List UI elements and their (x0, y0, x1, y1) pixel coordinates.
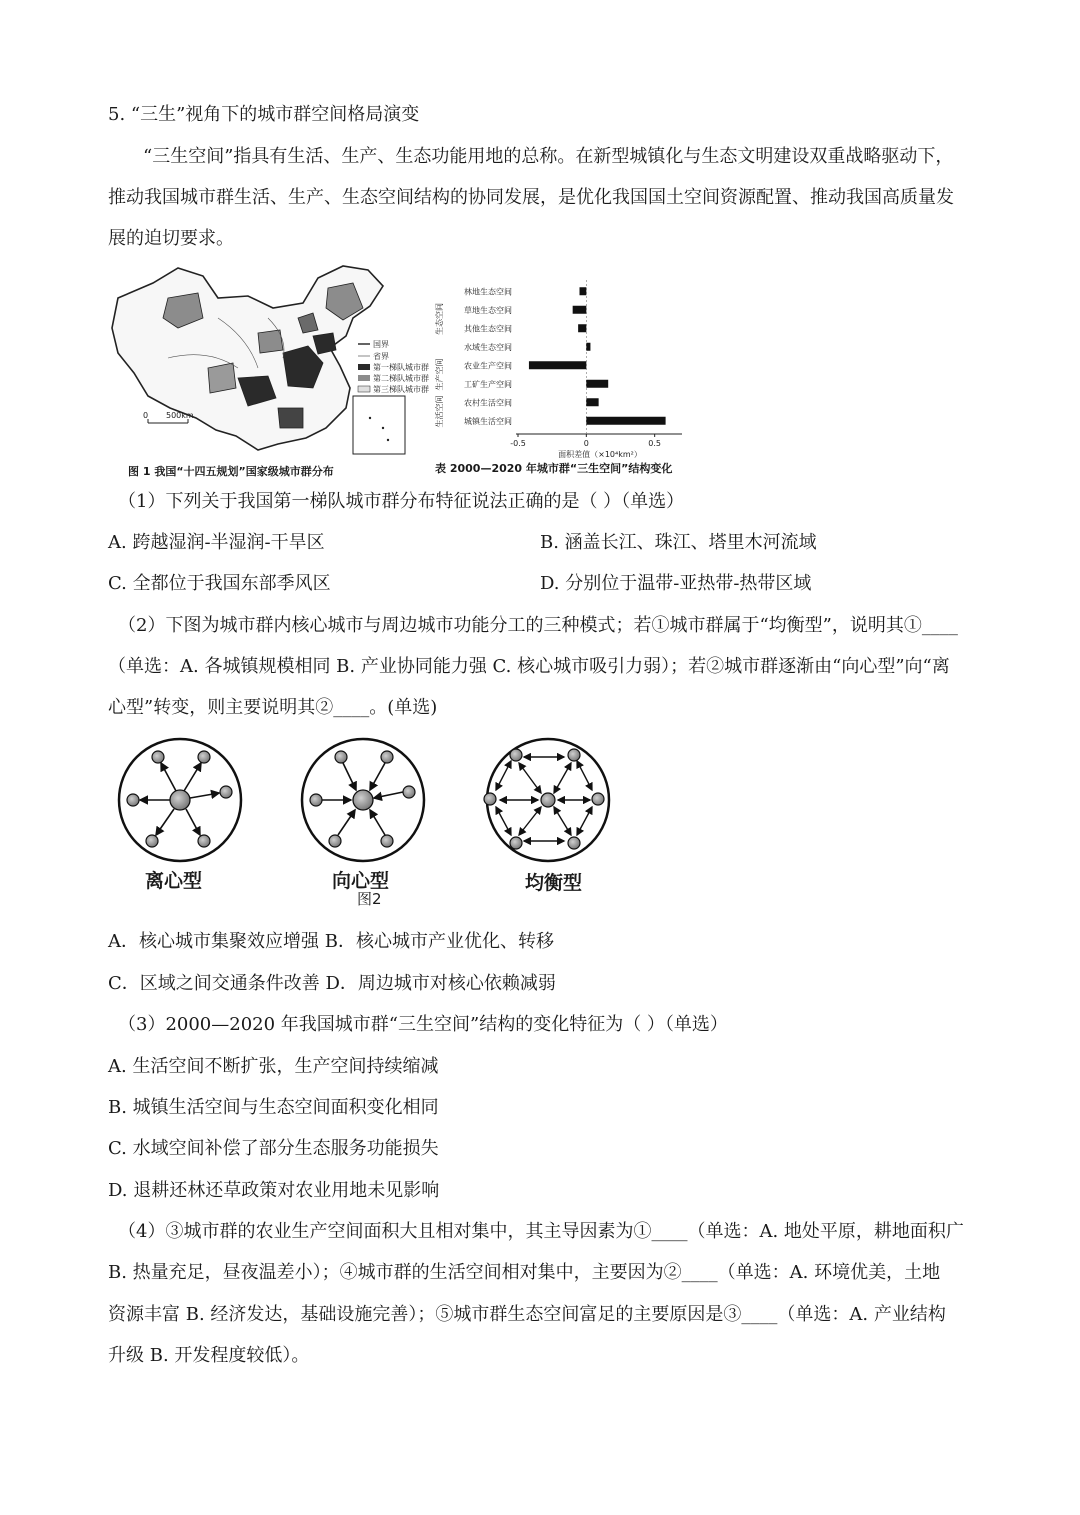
diagram-centrifugal (119, 739, 241, 861)
diagram-centripetal (302, 739, 424, 861)
diagram-balanced (484, 739, 609, 861)
q3-option-a: A. 生活空间不断扩张，生产空间持续缩减 (108, 1056, 439, 1077)
label-balanced: 均衡型 (525, 872, 583, 894)
bar (586, 380, 608, 388)
map-legend (358, 340, 429, 394)
china-map-figure (108, 258, 429, 460)
scale-bar (143, 411, 194, 423)
south-sea-inset (353, 396, 405, 454)
category-label: 工矿生产空间 (464, 379, 512, 389)
bar (580, 287, 587, 295)
intro-line-3: 展的迫切要求。 (108, 228, 234, 249)
x-tick-label: -0.5 (510, 439, 526, 448)
q2-line-3: 心型”转变，则主要说明其②____。(单选) (108, 697, 438, 718)
legend-tier2: 第二梯队城市群 (373, 374, 429, 383)
city-pattern-figure (110, 735, 630, 870)
legend-tier3: 第三梯队城市群 (373, 385, 429, 394)
scale-label: 500km (166, 411, 194, 420)
category-label: 城镇生活空间 (464, 416, 512, 426)
q4-line-4: 升级 B. 开发程度较低）。 (108, 1345, 310, 1366)
q4-line-3: 资源丰富 B. 经济发达，基础设施完善）；⑤城市群生态空间富足的主要原因是③____（单选：A. 产业结构 (108, 1304, 946, 1325)
q4-line-2: B. 热量充足，昼夜温差小）；④城市群的生活空间相对集中，主要因为②____（单选：A. 环境优美，土地 (108, 1262, 941, 1283)
q2-line-2: （单选：A. 各城镇规模相同 B. 产业协同能力强 C. 核心城市吸引力弱）；若②城市群逐渐由“向心型”向“离 (108, 656, 950, 677)
bar (529, 361, 586, 369)
bar (573, 306, 587, 314)
q3-option-b: B. 城镇生活空间与生态空间面积变化相同 (108, 1097, 439, 1118)
q1-option-c: C. 全都位于我国东部季风区 (108, 573, 331, 594)
legend-tier1: 第一梯队城市群 (373, 363, 429, 372)
chart-caption: 表 2000—2020 年城市群“三生空间”结构变化 (435, 462, 673, 475)
q3-stem: （3）2000—2020 年我国城市群“三生空间”结构的变化特征为（ ）（单选） (118, 1014, 728, 1035)
group-label: 生活空间 (435, 395, 444, 428)
bar (586, 343, 590, 351)
category-label: 农业生产空间 (464, 361, 512, 371)
q3-option-d: D. 退耕还林还草政策对农业用地未见影响 (108, 1180, 440, 1201)
q3-option-c: C. 水域空间补偿了部分生态服务功能损失 (108, 1138, 439, 1159)
bar (586, 417, 665, 425)
category-label: 其他生态空间 (464, 324, 512, 334)
q2-option-cd: C．区域之间交通条件改善 D．周边城市对核心依赖减弱 (108, 973, 556, 994)
bar (586, 398, 598, 406)
bar (578, 324, 586, 332)
question-title: 5. “三生”视角下的城市群空间格局演变 (108, 104, 420, 125)
label-centrifugal: 离心型 (145, 870, 203, 892)
x-axis-label: 面积差值（×10⁴km²） (558, 450, 642, 459)
x-tick-label: 0 (583, 439, 589, 448)
category-label: 草地生态空间 (464, 305, 512, 315)
category-label: 农村生活空间 (464, 398, 512, 408)
intro-line-2: 推动我国城市群生活、生产、生态空间结构的协同发展，是优化我国国土空间资源配置、推动我国高质量发 (108, 187, 954, 208)
label-centripetal: 向心型 (332, 870, 390, 892)
intro-line-1: “三生空间”指具有生活、生产、生态功能用地的总称。在新型城镇化与生态文明建设双重战略驱动下， (143, 146, 954, 167)
q2-line-1: （2）下图为城市群内核心城市与周边城市功能分工的三种模式；若①城市群属于“均衡型”，说明其①____ (118, 615, 958, 636)
structure-change-chart (430, 272, 690, 457)
category-label: 林地生态空间 (464, 287, 512, 297)
group-label: 生态空间 (435, 303, 444, 335)
q1-option-a: A. 跨越湿润-半湿润-干旱区 (108, 532, 325, 553)
group-label: 生产空间 (435, 358, 444, 391)
legend-guojie: 国界 (373, 340, 389, 349)
q2-option-ab: A．核心城市集聚效应增强 B．核心城市产业优化、转移 (108, 931, 554, 952)
q1-option-b: B. 涵盖长江、珠江、塔里木河流域 (540, 532, 817, 553)
q4-line-1: （4）③城市群的农业生产空间面积大且相对集中，其主导因素为①____（单选：A. 地处平原，耕地面积广 (118, 1221, 964, 1242)
figure2-caption: 图2 (357, 890, 382, 908)
x-tick-label: 0.5 (648, 439, 662, 448)
figure1-caption: 图 1 我国“十四五规划”国家级城市群分布 (128, 465, 334, 478)
q1-stem: （1）下列关于我国第一梯队城市群分布特征说法正确的是（ ）（单选） (118, 491, 685, 512)
svg-text:0: 0 (143, 411, 149, 420)
q1-option-d: D. 分别位于温带-亚热带-热带区域 (540, 573, 812, 594)
legend-shengjie: 省界 (373, 352, 389, 361)
category-label: 水域生态空间 (464, 342, 512, 352)
